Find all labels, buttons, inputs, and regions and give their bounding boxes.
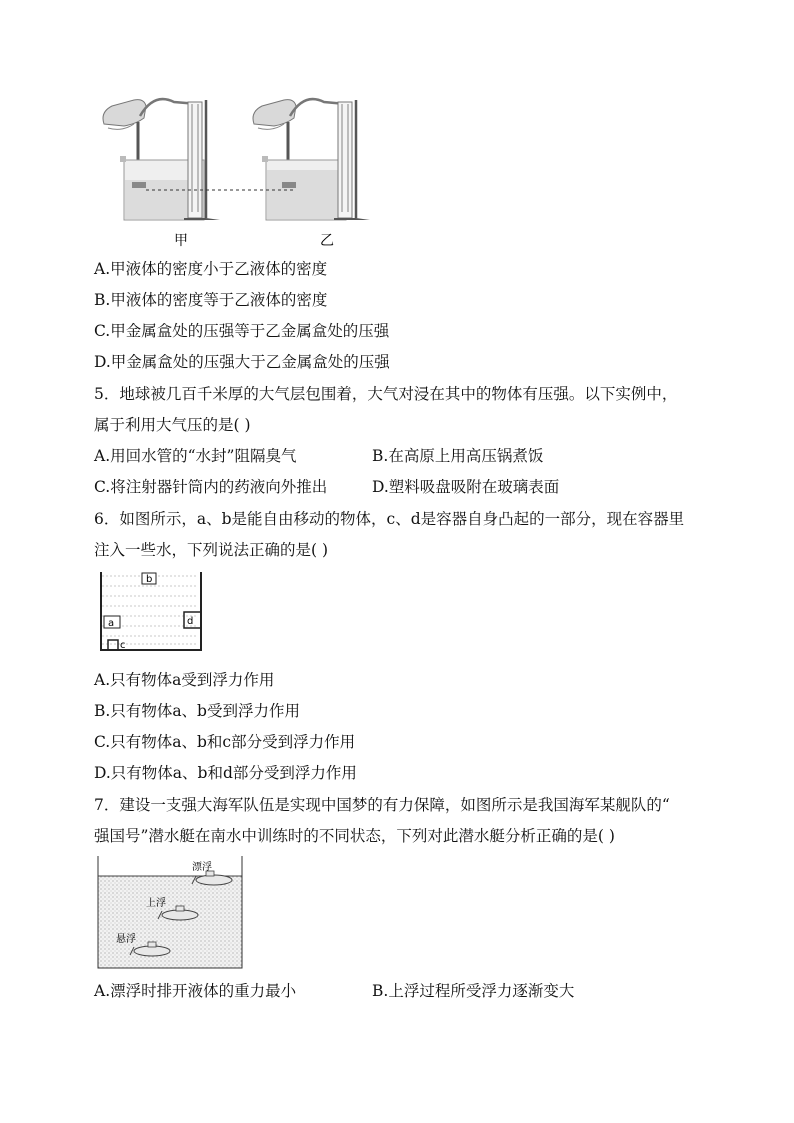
label-suspended: 悬浮 <box>116 934 136 945</box>
q4-option-d[interactable]: D.甲金属盒处的压强大于乙金属盒处的压强 <box>94 353 390 371</box>
q5-option-b[interactable]: B.在高原上用高压锅煮饭 <box>372 447 544 465</box>
left-apparatus <box>103 99 220 220</box>
q4-option-b[interactable]: B.甲液体的密度等于乙液体的密度 <box>94 291 328 309</box>
q6-option-c[interactable]: C.只有物体a、b和c部分受到浮力作用 <box>94 733 356 751</box>
q5-stem-line1: 5．地球被几百千米厚的大气层包围着，大气对浸在其中的物体有压强。以下实例中， <box>94 385 678 403</box>
right-apparatus <box>253 99 370 220</box>
q6-stem-line1: 6．如图所示，a、b是能自由移动的物体，c、d是容器自身凸起的一部分，现在容器里 <box>94 510 685 528</box>
label-rising: 上浮 <box>146 898 166 909</box>
q6-option-a[interactable]: A.只有物体a受到浮力作用 <box>94 671 275 689</box>
q4-option-a[interactable]: A.甲液体的密度小于乙液体的密度 <box>94 260 328 278</box>
q5-option-a[interactable]: A.用回水管的“水封”阻隔臭气 <box>94 447 297 465</box>
q7-stem-line2: 强国号”潜水艇在南水中训练时的不同状态，下列对此潜水艇分析正确的是( ) <box>94 827 615 845</box>
part-d-label: d <box>187 616 194 627</box>
submarine-figure <box>96 856 246 972</box>
manometer-diagram <box>94 94 374 254</box>
container-figure <box>94 570 206 656</box>
container-diagram <box>94 570 206 656</box>
part-c-label: c <box>120 640 126 651</box>
object-b-label: b <box>146 574 153 585</box>
submarine-diagram <box>96 856 246 972</box>
label-floating: 漂浮 <box>192 862 212 873</box>
q4-option-c[interactable]: C.甲金属盒处的压强等于乙金属盒处的压强 <box>94 322 390 340</box>
q6-option-b[interactable]: B.只有物体a、b受到浮力作用 <box>94 702 300 720</box>
q7-option-b[interactable]: B.上浮过程所受浮力逐渐变大 <box>372 982 575 1000</box>
q6-stem-line2: 注入一些水，下列说法正确的是( ) <box>94 541 329 559</box>
q5-stem-line2: 属于利用大气压的是( ) <box>94 416 251 434</box>
figure-label-left: 甲 <box>174 233 188 249</box>
figure-label-right: 乙 <box>320 233 334 249</box>
manometer-figure <box>94 94 374 254</box>
q5-option-c[interactable]: C.将注射器针筒内的药液向外推出 <box>94 478 328 496</box>
q7-stem-line1: 7．建设一支强大海军队伍是实现中国梦的有力保障，如图所示是我国海军某舰队的“ <box>94 796 670 814</box>
q5-option-d[interactable]: D.塑料吸盘吸附在玻璃表面 <box>372 478 560 496</box>
q6-option-d[interactable]: D.只有物体a、b和d部分受到浮力作用 <box>94 764 357 782</box>
q7-option-a[interactable]: A.漂浮时排开液体的重力最小 <box>94 982 297 1000</box>
object-a-label: a <box>108 618 115 629</box>
